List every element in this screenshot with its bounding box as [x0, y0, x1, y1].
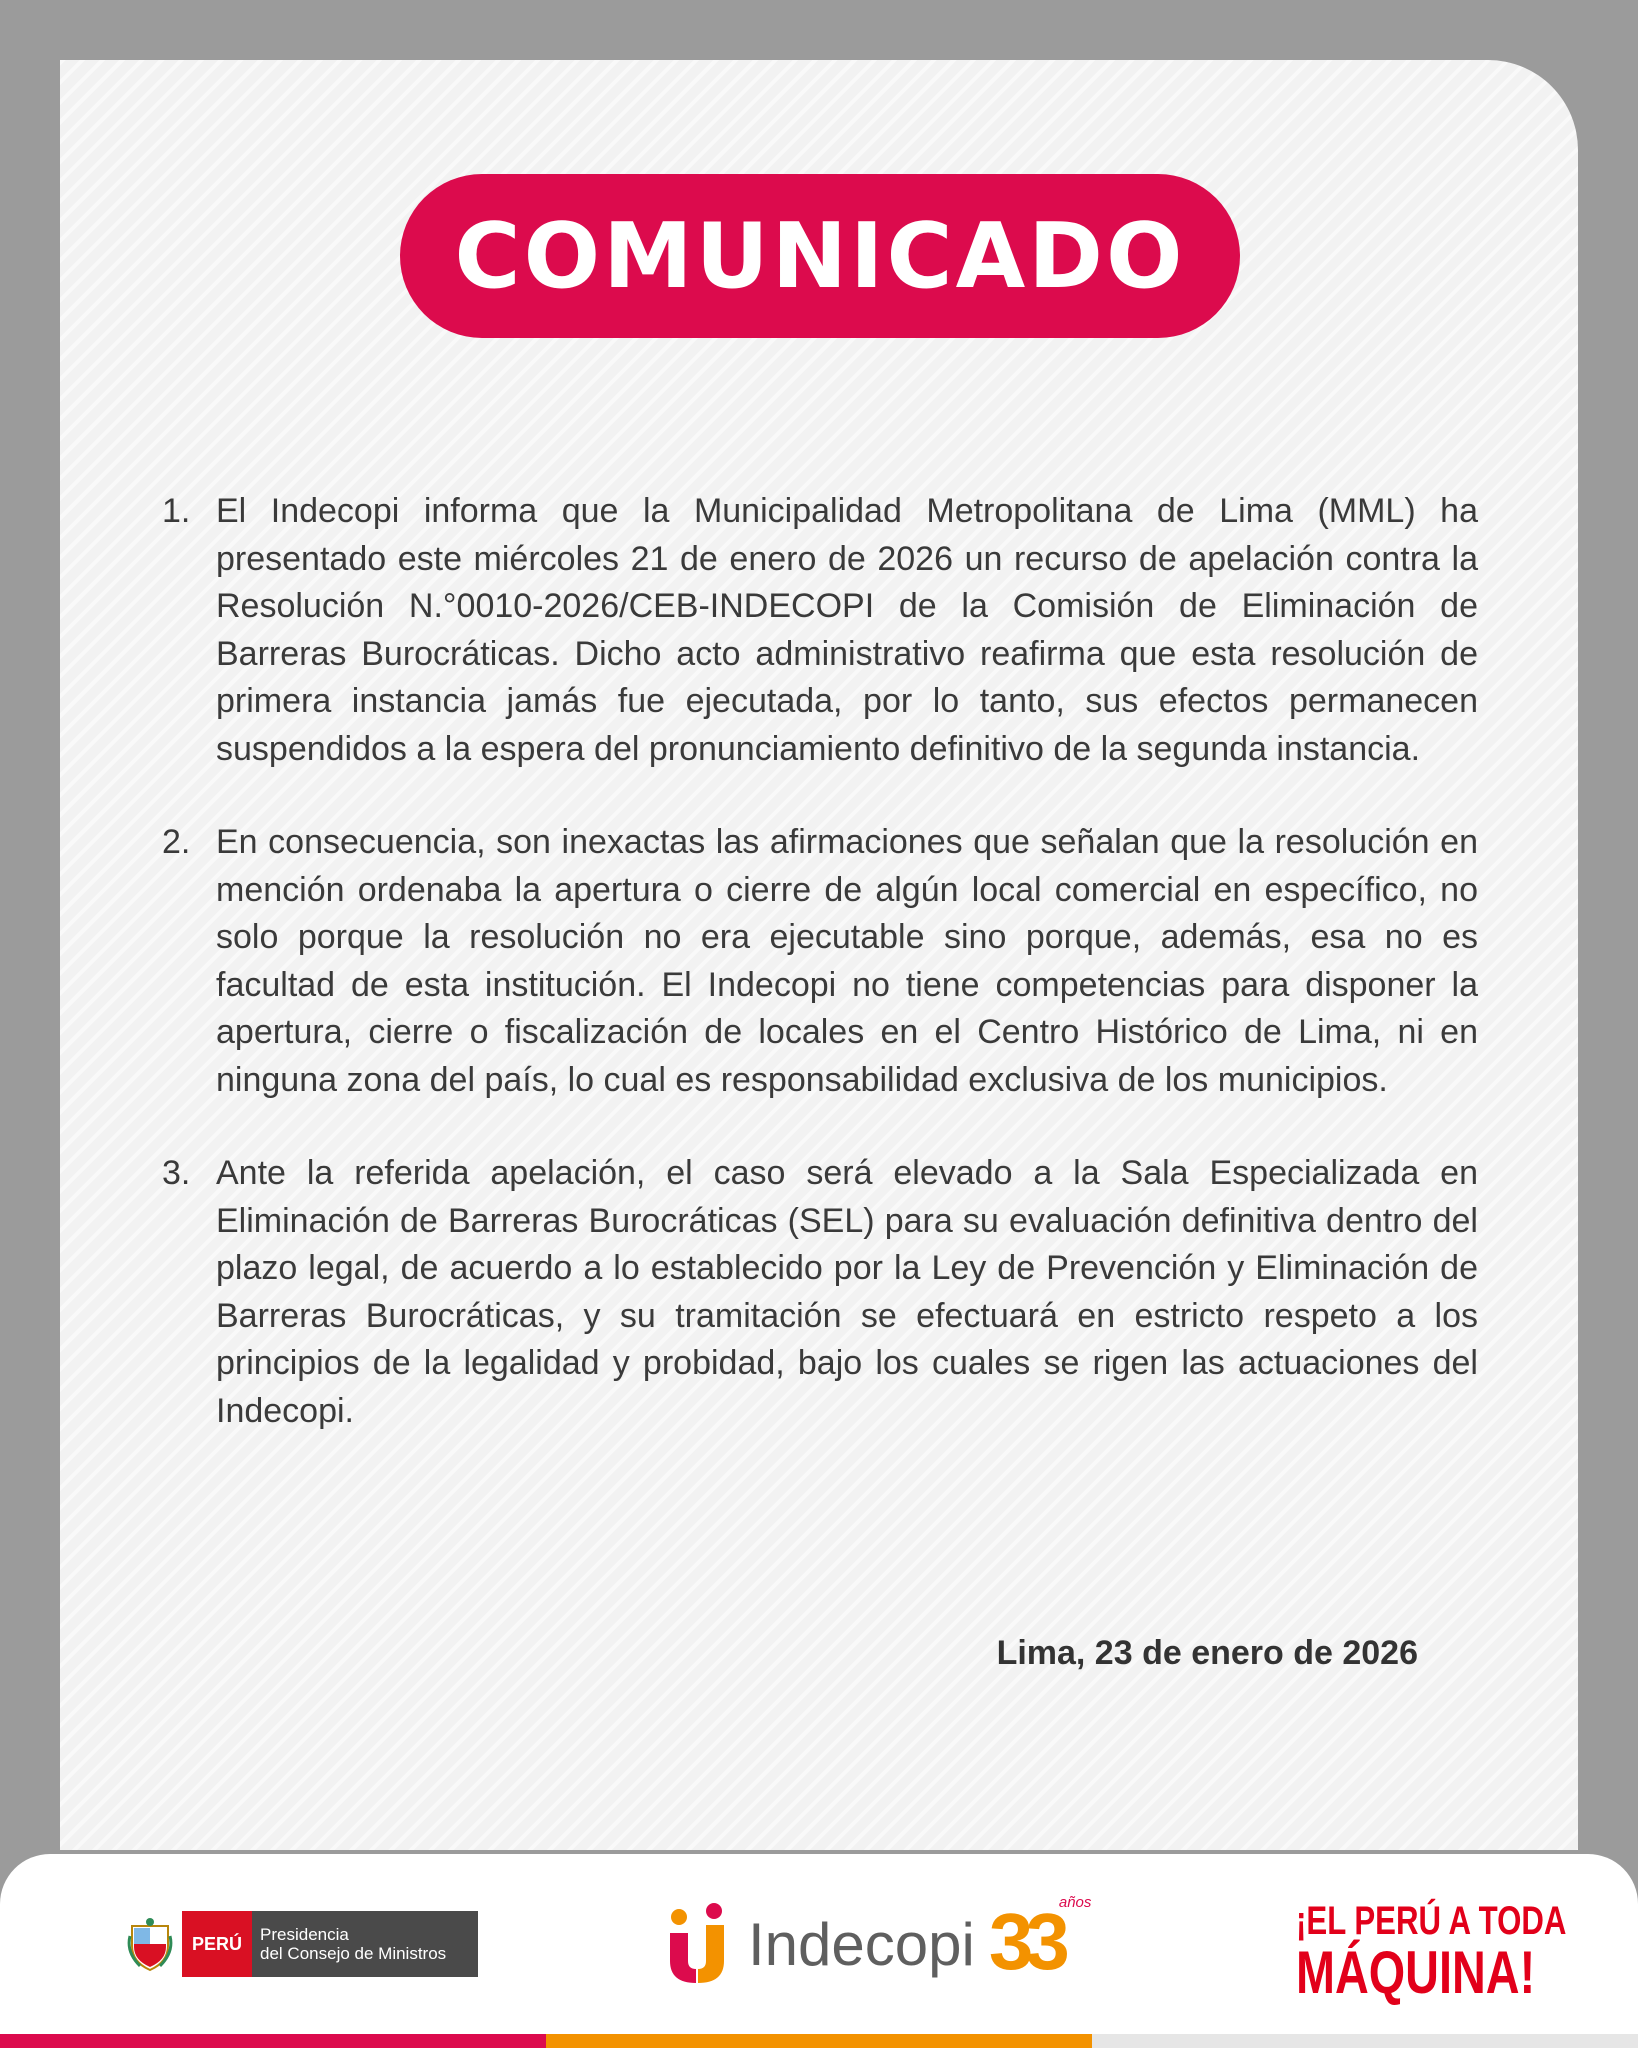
- indecopi-logo: [662, 1894, 1109, 1994]
- stripe-segment-red: [0, 2034, 546, 2048]
- signoff-date: Lima, 23 de enero de 2026: [996, 1634, 1418, 1672]
- slogan: [1296, 1899, 1567, 2006]
- indecopi-mark-icon: [662, 1903, 736, 1985]
- indecopi-wordmark: Indecopi: [748, 1910, 975, 1978]
- pcm-label: Presidencia del Consejo de Ministros: [252, 1911, 478, 1977]
- peru-coat-of-arms-icon: [126, 1916, 174, 1972]
- slogan-line-1: ¡EL PERÚ A TODA: [1296, 1899, 1567, 1943]
- list-item-number: 2.: [162, 823, 191, 861]
- list-item-text: Ante la referida apelación, el caso será elevado a la Sala Especializada en Eliminación de Barreras Burocráticas (SEL) para su evaluación definitiva dentro del plazo legal, de acuerdo a lo establecido por la Ley de Prevención y Eliminación de Barreras Burocráticas, y su tramitación se efectuará en estricto respeto a los principios de la legalidad y probidad, bajo los cuales se rigen las actuaciones del Indecopi.: [216, 1154, 1478, 1430]
- communique-card: [60, 60, 1578, 1850]
- list-item: [156, 488, 1478, 773]
- list-item-text: En consecuencia, son inexactas las afirmaciones que señalan que la resolución en mención ordenaba la apertura o cierre de algún local comercial en específico, no solo porque la resolución no era ejecutable sino porque, además, esa no es facultad de esta institución. El Indecopi no tiene competencias para disponer la apertura, cierre o fiscalización de locales en el Centro Histórico de Lima, ni en ninguna zona del país, lo cual es responsabilidad exclusiva de los municipios.: [216, 823, 1478, 1099]
- pcm-logo: [126, 1910, 478, 1978]
- list-item: [156, 819, 1478, 1104]
- footer: [0, 1854, 1638, 2048]
- color-stripe: [0, 2034, 1638, 2048]
- list-item-text: El Indecopi informa que la Municipalidad Metropolitana de Lima (MML) ha presentado este miércoles 21 de enero de 2026 un recurso de apelación contra la Resolución N.°0010-2026/CEB-INDECOPI de la Comisión de Eliminación de Barreras Burocráticas. Dicho acto administrativo reafirma que esta resolución de primera instancia jamás fue ejecutada, por lo tanto, sus efectos permanecen suspendidos a la espera del pronunciamiento definitivo de la segunda instancia.: [216, 492, 1478, 768]
- peru-label: PERÚ: [182, 1911, 252, 1977]
- anniversary-badge: [989, 1894, 1109, 1994]
- list-item-number: 1.: [162, 492, 191, 530]
- stripe-segment-orange: [546, 2034, 1092, 2048]
- stripe-segment-grey: [1092, 2034, 1638, 2048]
- numbered-list: [156, 488, 1478, 1481]
- anniversary-number: 33: [988, 1897, 1062, 1986]
- list-item-number: 3.: [162, 1154, 191, 1192]
- page-title: COMUNICADO: [454, 203, 1186, 309]
- title-banner: [400, 174, 1240, 338]
- anniversary-label: años: [1058, 1894, 1092, 1911]
- slogan-line-2: MÁQUINA!: [1296, 1939, 1536, 2006]
- list-item: [156, 1150, 1478, 1435]
